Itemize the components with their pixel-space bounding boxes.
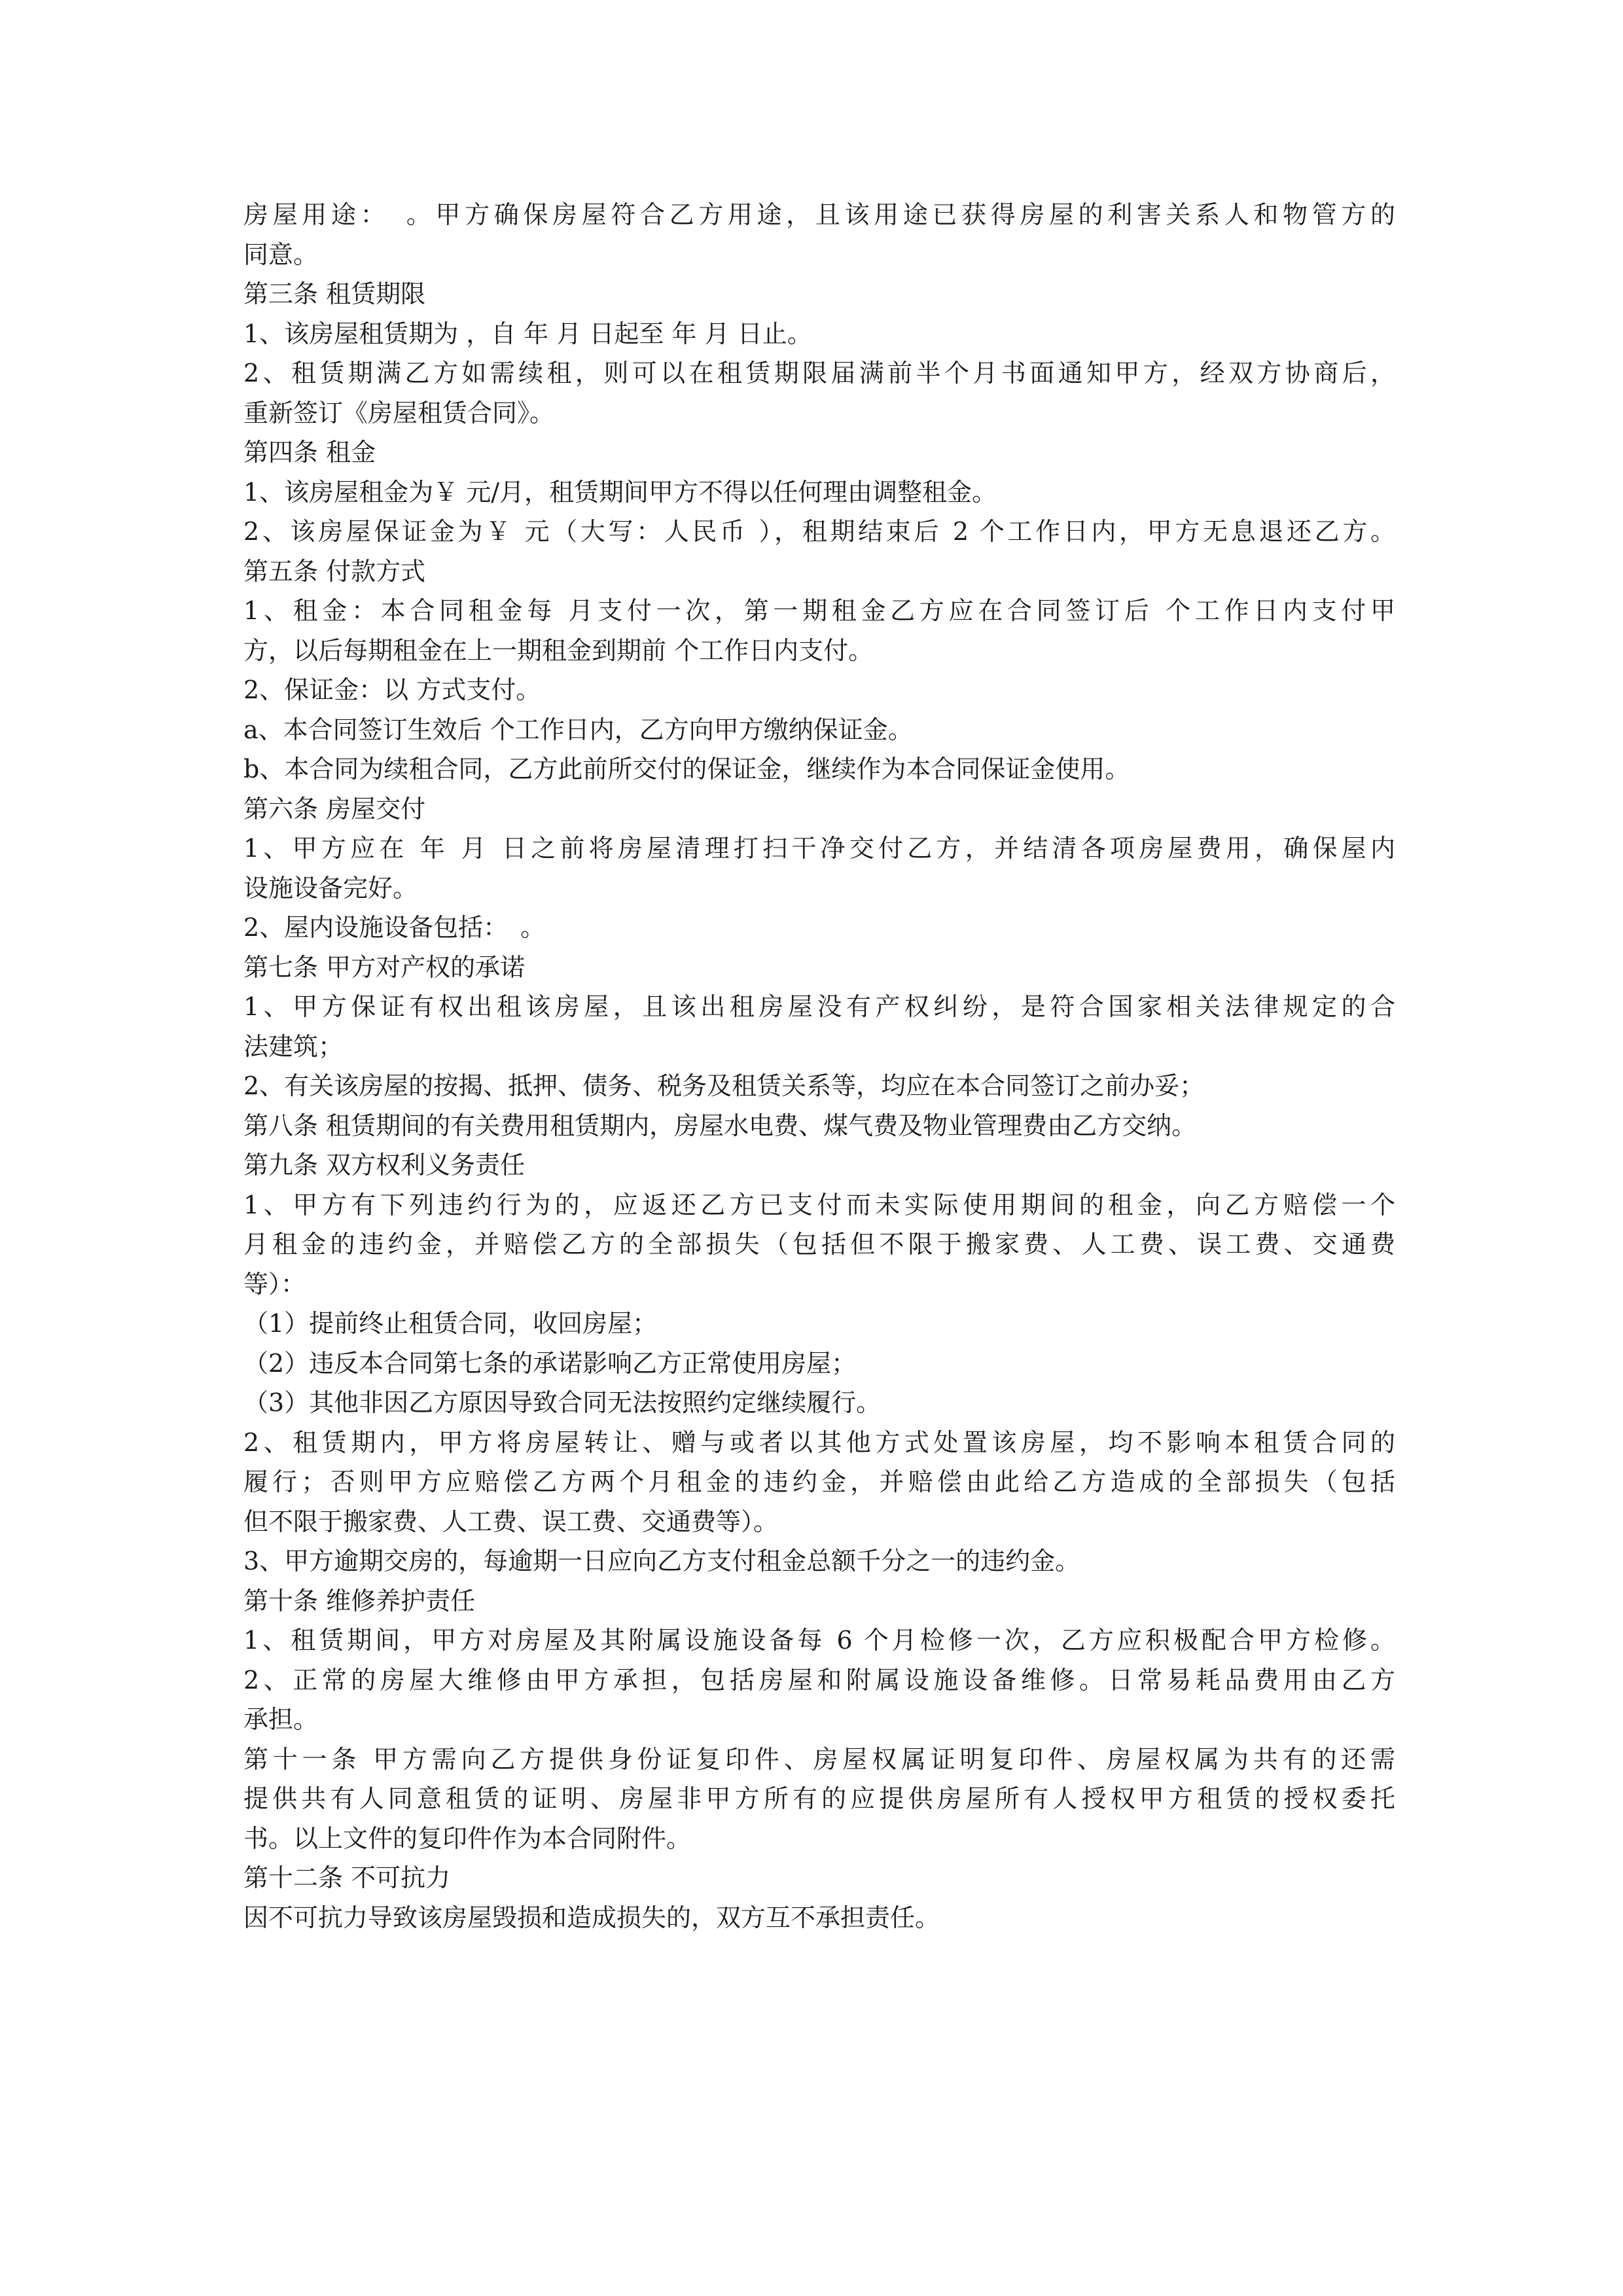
body-text-line: 1、甲方应在 年 月 日之前将房屋清理打扫干净交付乙方，并结清各项房屋费用，确保屋内 [243,834,1395,863]
body-text-line: 但不限于搬家费、人工费、误工费、交通费等）。 [243,1507,779,1536]
body-text-line: （1）提前终止租赁合同，收回房屋； [243,1309,658,1338]
body-text-line: 书。以上文件的复印件作为本合同附件。 [243,1823,692,1853]
section-heading: 第七条 甲方对产权的承诺 [243,952,526,982]
body-text-line: 1、租赁期间，甲方对房屋及其附属设施设备每 6 个月检修一次，乙方应积极配合甲方检修。 [243,1626,1395,1655]
body-text-line: 月租金的违约金，并赔偿乙方的全部损失（包括但不限于搬家费、人工费、误工费、交通费 [243,1230,1395,1259]
body-text-line: 因不可抗力导致该房屋毁损和造成损失的，双方互不承担责任。 [243,1903,940,1932]
section-heading: 第十二条 不可抗力 [243,1863,451,1892]
body-text-line: b、本合同为续租合同，乙方此前所交付的保证金，继续作为本合同保证金使用。 [243,755,1130,783]
body-text-line: 房屋用途： 。甲方确保房屋符合乙方用途，且该用途已获得房屋的利害关系人和物管方的 [243,200,1395,229]
body-text-line: 2、租赁期满乙方如需续租，则可以在租赁期限届满前半个月书面通知甲方，经双方协商后， [243,359,1395,387]
body-text-line: 设施设备完好。 [243,873,418,903]
section-heading: 第四条 租金 [243,438,376,467]
body-text-line: 承担。 [243,1705,319,1734]
contract-body [243,195,1395,1937]
section-heading: 第十条 维修养护责任 [243,1586,476,1615]
body-text-line: 1、该房屋租金为￥ 元/月，租赁期间甲方不得以任何理由调整租金。 [243,477,997,507]
body-text-line: 履行；否则甲方应赔偿乙方两个月租金的违约金，并赔偿由此给乙方造成的全部损失（包括 [243,1467,1395,1496]
body-text-line: 法建筑； [243,1031,344,1061]
body-text-line: （2）违反本合同第七条的承诺影响乙方正常使用房屋； [243,1348,857,1378]
section-heading: 第九条 双方权利义务责任 [243,1151,526,1179]
section-heading: 第六条 房屋交付 [243,794,426,823]
body-text-line: 重新签订《房屋租赁合同》。 [243,398,555,427]
body-text-line: 1、甲方保证有权出租该房屋，且该出租房屋没有产权纠纷，是符合国家相关法律规定的合 [243,992,1395,1021]
body-text-line: （3）其他非因乙方原因导致合同无法按照约定继续履行。 [243,1388,882,1417]
body-text-line: 1、租金：本合同租金每 月支付一次，第一期租金乙方应在合同签订后 个工作日内支付甲 [243,596,1395,625]
body-text-line: 2、屋内设施设备包括： 。 [243,913,546,942]
body-text-line: 等）： [243,1269,306,1299]
body-text-line: 2、有关该房屋的按揭、抵押、债务、税务及租赁关系等，均应在本合同签订之前办妥； [243,1071,1205,1100]
body-text-line: 2、保证金：以 方式支付。 [243,675,541,704]
body-text-line: 第十一条 甲方需向乙方提供身份证复印件、房屋权属证明复印件、房屋权属为共有的还需 [243,1744,1395,1774]
body-text-line: a、本合同签订生效后 个工作日内，乙方向甲方缴纳保证金。 [243,715,913,744]
body-text-line: 同意。 [243,240,319,269]
body-text-line: 提供共有人同意租赁的证明、房屋非甲方所有的应提供房屋所有人授权甲方租赁的授权委托 [243,1784,1395,1813]
body-text-line: 2、该房屋保证金为￥ 元（大写：人民币 ），租期结束后 2 个工作日内，甲方无息退还乙方。 [243,517,1395,546]
body-text-line: 1、该房屋租赁期为 ，自 年 月 日起至 年 月 日止。 [243,319,812,348]
body-text-line: 2、正常的房屋大维修由甲方承担，包括房屋和附属设施设备维修。日常易耗品费用由乙方 [243,1665,1395,1695]
section-heading: 第五条 付款方式 [243,556,426,586]
body-text-line: 1、甲方有下列违约行为的，应返还乙方已支付而未实际使用期间的租金，向乙方赔偿一个 [243,1190,1395,1219]
body-text-line: 2、租赁期内，甲方将房屋转让、赠与或者以其他方式处置该房屋，均不影响本租赁合同的 [243,1427,1395,1457]
body-text-line: 3、甲方逾期交房的，每逾期一日应向乙方支付租金总额千分之一的违约金。 [243,1547,1080,1575]
body-text-line: 方，以后每期租金在上一期租金到期前 个工作日内支付。 [243,636,874,665]
section-heading: 第三条 租赁期限 [243,279,426,308]
body-text-line: 第八条 租赁期间的有关费用租赁期内，房屋水电费、煤气费及物业管理费由乙方交纳。 [243,1111,1197,1140]
